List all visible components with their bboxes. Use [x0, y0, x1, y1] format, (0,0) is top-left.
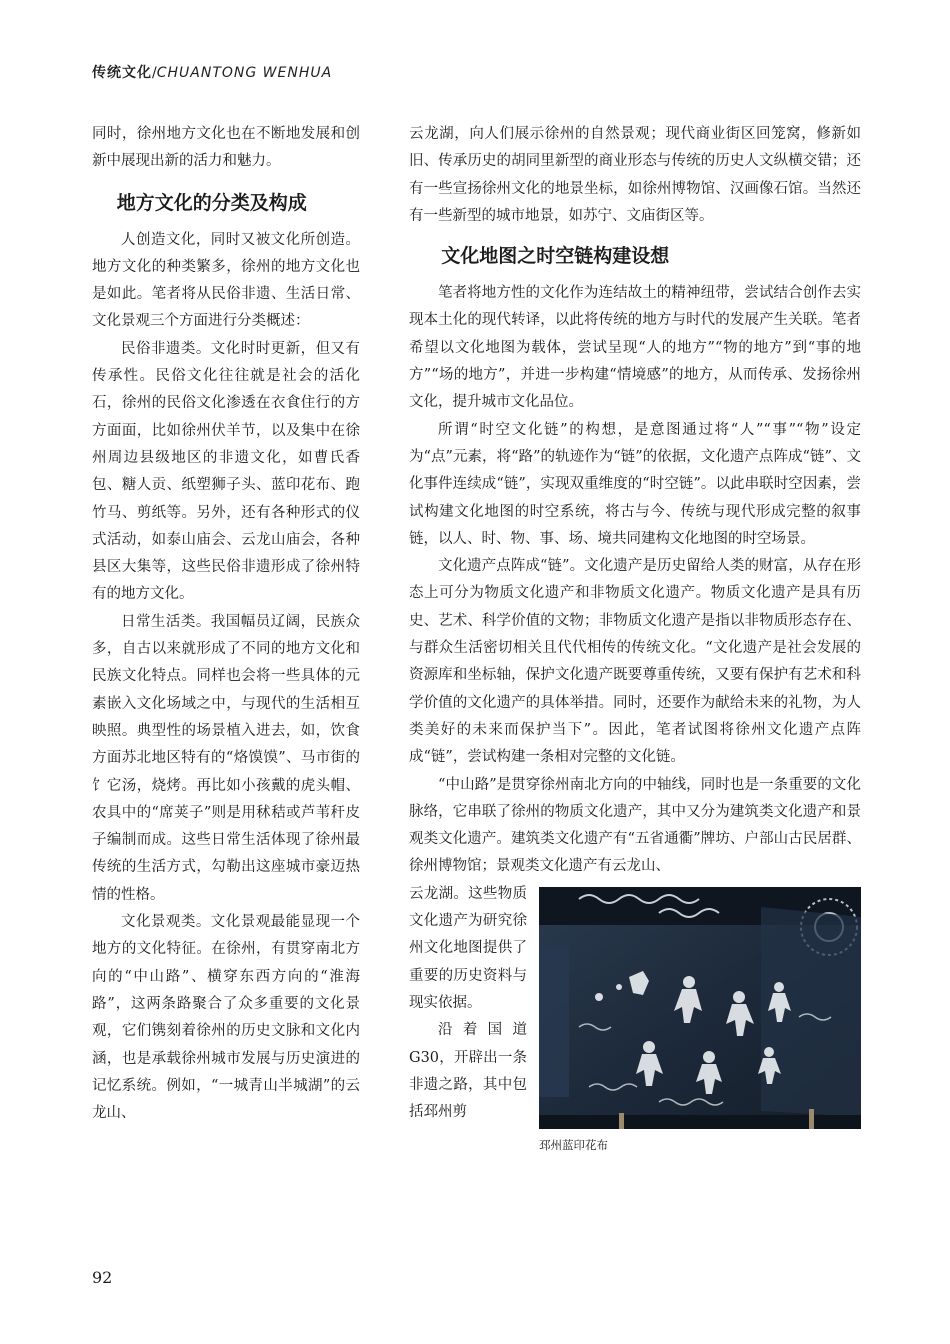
paragraph: 云龙湖，向人们展示徐州的自然景观；现代商业街区回笼窝，修新如旧、传承历史的胡同里新型的商业形态与传统的历史人文纵横交错；还有一些宣扬徐州文化的地景坐标，如徐州博物馆、汉画像石馆。当然还有一些新型的城市地景，如苏宁、文庙街区等。 — [409, 126, 861, 224]
paragraph: 民俗非遗类。文化时时更新，但又有传承性。民俗文化往往就是社会的活化石，徐州的民俗文化渗透在衣食住行的方方面面，比如徐州伏羊节，以及集中在徐州周边县级地区的非遗文化，如曹氏香包、糖人贡、纸塑狮子头、蓝印花布、跑竹马、剪纸等。另外，还有各种形式的仪式活动，如泰山庙会、云龙山庙会，各种县区大集等，这些民俗非遗形成了徐州特有的地方文化。 — [92, 340, 360, 603]
right-column — [409, 121, 861, 1161]
paragraph: “中山路”是贯穿徐州南北方向的中轴线，同时也是一条重要的文化脉络，它串联了徐州的物质文化遗产，其中又分为建筑类文化遗产和景观类文化遗产。建筑类文化遗产有“五省通衢”牌坊、户部山古民居群、徐州博物馆；景观类文化遗产有云龙山、 — [409, 776, 861, 875]
left-column — [92, 121, 360, 1127]
header-section-cn: 传统文化 — [92, 65, 152, 81]
paragraph: 文化景观类。文化景观最能显现一个地方的文化特征。在徐州，有贯穿南北方向的“中山路”、横穿东西方向的“淮海路”，这两条路聚合了众多重要的文化景观，它们镌刻着徐州的历史文脉和文化内涵，也是承载徐州城市发展与历史演进的记忆系统。例如，“一城青山半城湖”的云龙山、 — [92, 914, 360, 1122]
paragraph: 笔者将地方性的文化作为连结故土的精神纽带，尝试结合创作去实现本土化的现代转译，以此将传统的地方与时代的发展产生关联。笔者希望以文化地图为载体，尝试呈现“人的地方”“物的地方”到“事的地方”“场的地方”，并进一步构建“情境感”的地方，从而传承、发扬徐州文化，提升城市文化品位。 — [409, 285, 861, 411]
header-section-en: CHUANTONG WENHUA — [156, 65, 333, 81]
section-heading: 文化地图之时空链构建设想 — [441, 245, 670, 268]
paragraph: 沿着国道G30，开辟出一条非遗之路，其中包括邳州剪 — [409, 1022, 527, 1121]
running-header — [92, 62, 332, 82]
blue-print-cloth-photo — [539, 887, 861, 1129]
page-number: 92 — [92, 1268, 113, 1287]
paragraph: 云龙湖。这些物质文化遗产为研究徐州文化地图提供了重要的历史资料与现实依据。 — [409, 885, 527, 1011]
figure-blue-print-cloth — [539, 887, 861, 1157]
blue-print-cloth-illustration — [539, 887, 861, 1129]
figure-caption: 邳州蓝印花布 — [539, 1137, 608, 1152]
paragraph: 人创造文化，同时又被文化所创造。地方文化的种类繁多，徐州的地方文化也是如此。笔者将从民俗非遗、生活日常、文化景观三个方面进行分类概述： — [92, 231, 360, 330]
paragraph: 所谓“时空文化链”的构想，是意图通过将“人”“事”“物”设定为“点”元素，将“路”的轨迹作为“链”的依据，文化遗产点阵成“链”、文化事件连续成“链”，实现双重维度的“时空链”。以此串联时空因素，尝试构建文化地图的时空系统，将古与今、传统与现代形成完整的叙事链，以人、时、物、事、场、境共同建构文化地图的时空场景。 — [409, 421, 861, 547]
paragraph: 日常生活类。我国幅员辽阔，民族众多，自古以来就形成了不同的地方文化和民族文化特点。同样也会将一些具体的元素嵌入文化场域之中，与现代的生活相互映照。典型性的场景植入进去，如，饮食方面苏北地区特有的“烙馍馍”、马市街的饣它汤，烧烤。再比如小孩戴的虎头帽、农具中的“席荚子”则是用秫秸或芦苇秆皮子编制而成。这些日常生活体现了徐州最传统的生活方式，勾勒出这座城市豪迈热情的性格。 — [92, 613, 360, 903]
paragraph: 同时，徐州地方文化也在不断地发展和创新中展现出新的活力和魅力。 — [92, 126, 360, 170]
paragraph: 文化遗产点阵成“链”。文化遗产是历史留给人类的财富，从存在形态上可分为物质文化遗产和非物质文化遗产。物质文化遗产是具有历史、艺术、科学价值的文物；非物质文化遗产是指以非物质形态存在、与群众生活密切相关且代代相传的传统文化。“文化遗产是社会发展的资源库和坐标轴，保护文化遗产既要尊重传统，又要有保护有艺术和科学价值的文化遗产的具体举措。同时，还要作为献给未来的礼物，为人类美好的未来而保护当下”。因此，笔者试图将徐州文化遗产点阵成“链”，尝试构建一条相对完整的文化链。 — [409, 558, 861, 766]
header-separator: / — [152, 65, 157, 81]
section-heading: 地方文化的分类及构成 — [116, 191, 307, 214]
